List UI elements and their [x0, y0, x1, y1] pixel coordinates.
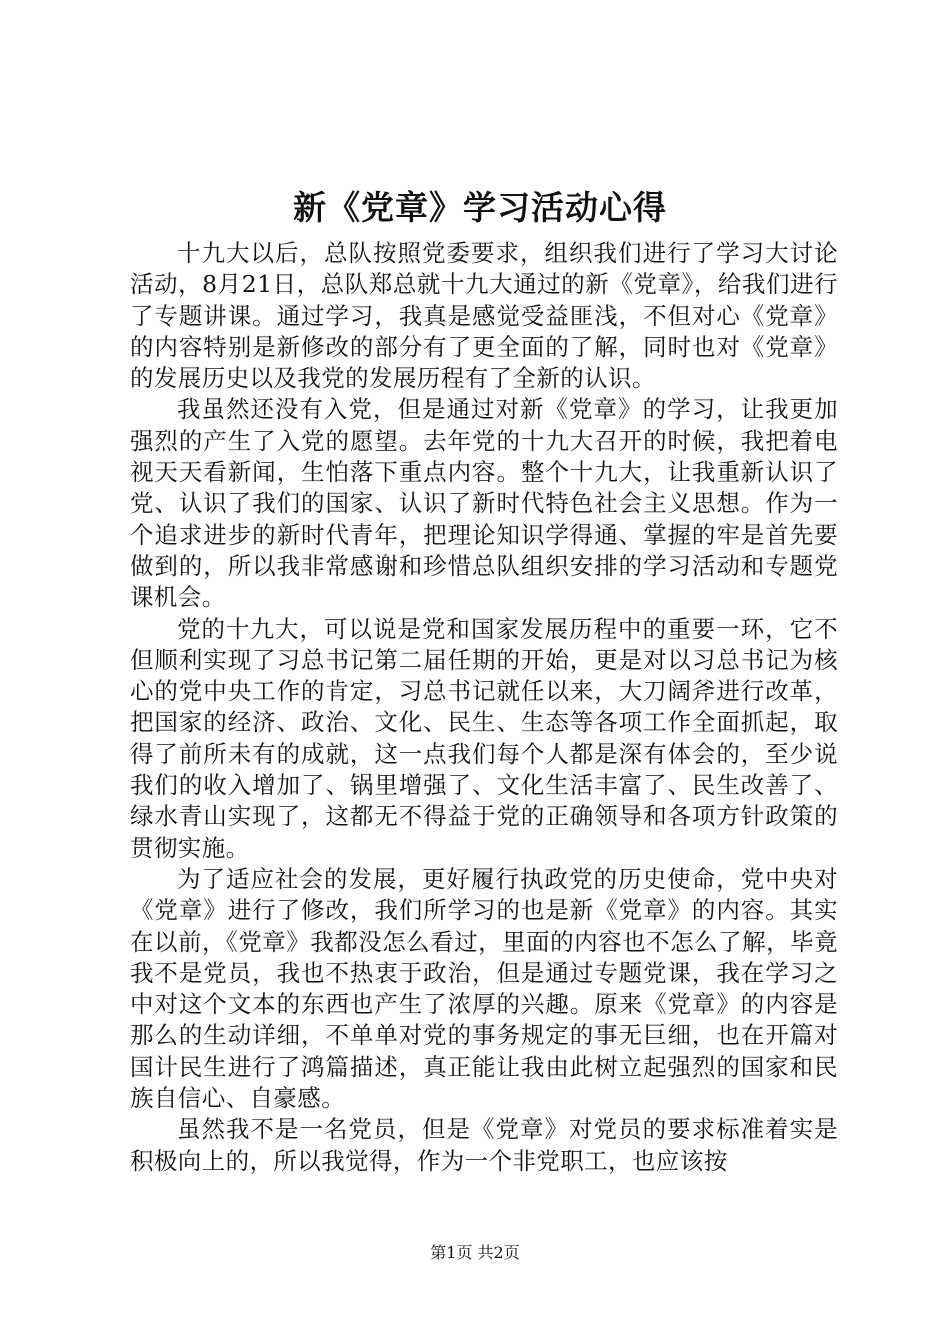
paragraph-3: 党的十九大，可以说是党和国家发展历程中的重要一环，它不但顺利实现了习总书记第二届任期的开始，更是对以习总书记为核心的党中央工作的肯定，习总书记就任以来，大刀阔斧进行改革，把国家的经济、政治、文化、民生、生态等各项工作全面抓起，取得了前所未有的成就，这一点我们每个人都是深有体会的，至少说我们的收入增加了、锅里增强了、文化生活丰富了、民生改善了、绿水青山实现了，这都无不得益于党的正确领导和各项方针政策的贯彻实施。 — [130, 614, 838, 862]
page-number-footer: 第1页 共2页 — [430, 1243, 520, 1262]
paragraph-4: 为了适应社会的发展，更好履行执政党的历史使命，党中央对《党章》进行了修改，我们所学习的也是新《党章》的内容。其实在以前，《党章》我都没怎么看过，里面的内容也不怎么了解，毕竟我不是党员，我也不热衷于政治，但是通过专题党课，我在学习之中对这个文本的东西也产生了浓厚的兴趣。原来《党章》的内容是那么的生动详细，不单单对党的事务规定的事无巨细，也在开篇对国计民生进行了鸿篇描述，真正能让我由此树立起强烈的国家和民族自信心、自豪感。 — [130, 864, 838, 1113]
paragraph-5: 虽然我不是一名党员，但是《党章》对党员的要求标准着实是积极向上的，所以我觉得，作为一个非党职工，也应该按 — [130, 1115, 838, 1175]
paragraph-2: 我虽然还没有入党，但是通过对新《党章》的学习，让我更加强烈的产生了入党的愿望。去年党的十九大召开的时候，我把着电视天天看新闻，生怕落下重点内容。整个十九大，让我重新认识了党、认识了我们的国家、认识了新时代特色社会主义思想。作为一个追求进步的新时代青年，把理论知识学得通、掌握的牢是首先要做到的，所以我非常感谢和珍惜总队组织安排的学习活动和专题党课机会。 — [130, 395, 838, 612]
document-title: 新《党章》学习活动心得 — [293, 188, 667, 227]
document-body — [130, 238, 838, 1177]
paragraph-1: 十九大以后，总队按照党委要求，组织我们进行了学习大讨论活动，8月21日，总队郑总就十九大通过的新《党章》，给我们进行了专题讲课。通过学习，我真是感觉受益匪浅，不但对心《党章》的内容特别是新修改的部分有了更全面的了解，同时也对《党章》的发展历史以及我党的发展历程有了全新的认识。 — [130, 239, 838, 393]
